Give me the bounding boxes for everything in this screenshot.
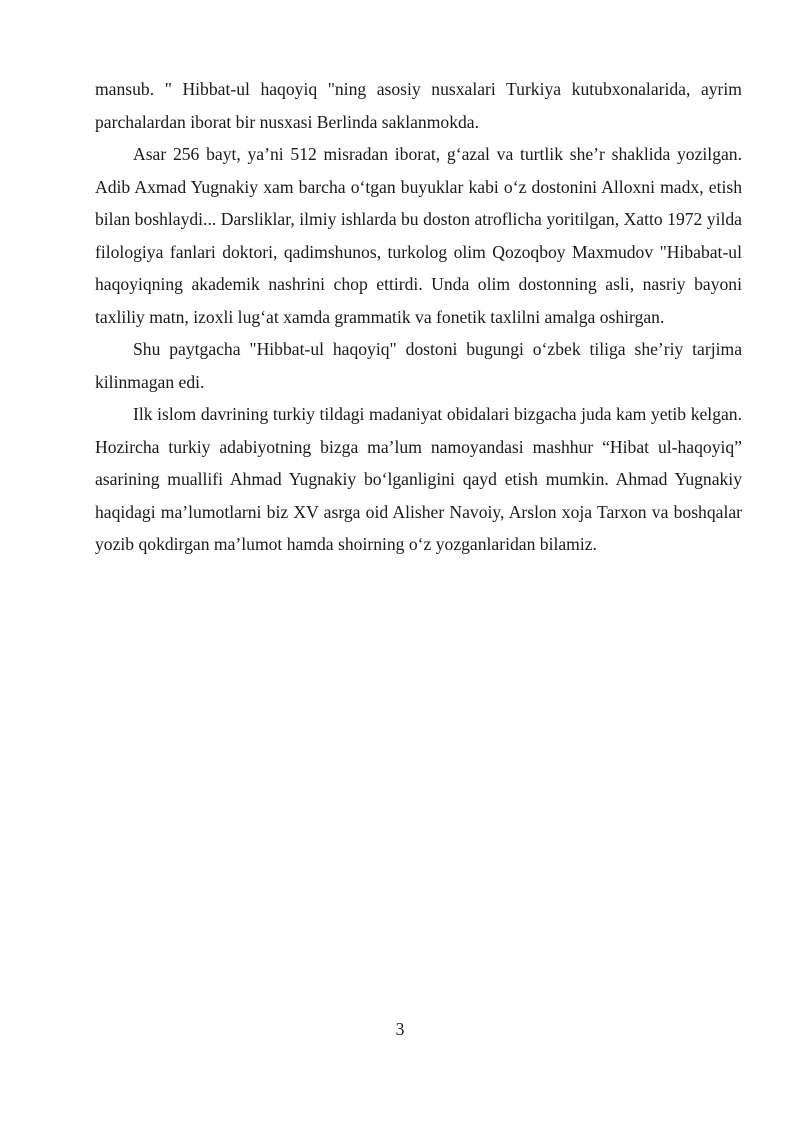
body-text: [95, 73, 742, 561]
page-number: 3: [395, 1019, 405, 1039]
paragraph-1: mansub. " Hibbat-ul haqoyiq "ning asosiy nusxalari Turkiya kutubxonalarida, ayrim parchalardan iborat bir nusxasi Berlinda saklanmokda.: [95, 79, 742, 132]
paragraph-2: Asar 256 bayt, ya’ni 512 misradan iborat, g‘azal va turtlik she’r shaklida yozilgan. Adib Axmad Yugnakiy xam barcha o‘tgan buyuklar kabi o‘z dostonini Alloxni madx, etish bilan boshlaydi... Darsliklar, ilmiy ishlarda bu doston atroflicha yoritilgan, Xatto 1972 yilda filologiya fanlari doktori, qadimshunos, turkolog olim Qozoqboy Maxmudov "Hibabat-ul haqoyiqning akademik nashrini chop ettirdi. Unda olim dostonning asli, nasriy bayoni taxliliy matn, izoxli lug‘at xamda grammatik va fonetik taxlilni amalga oshirgan.: [95, 144, 742, 327]
paragraph-3: Shu paytgacha "Hibbat-ul haqoyiq" dostoni bugungi o‘zbek tiliga she’riy tarjima kilinmagan edi.: [95, 339, 742, 392]
paragraph-4: Ilk islom davrining turkiy tildagi madaniyat obidalari bizgacha juda kam yetib kelgan. Hozircha turkiy adabiyotning bizga ma’lum namoyandasi mashhur “Hibat ul-haqoyiq” asarining muallifi Ahmad Yugnakiy bo‘lganligini qayd etish mumkin. Ahmad Yugnakiy haqidagi ma’lumotlarni biz XV asrga oid Alisher Navoiy, Arslon xoja Tarxon va boshqalar yozib qokdirgan ma’lumot hamda shoirning o‘z yozganlaridan bilamiz.: [95, 404, 742, 554]
